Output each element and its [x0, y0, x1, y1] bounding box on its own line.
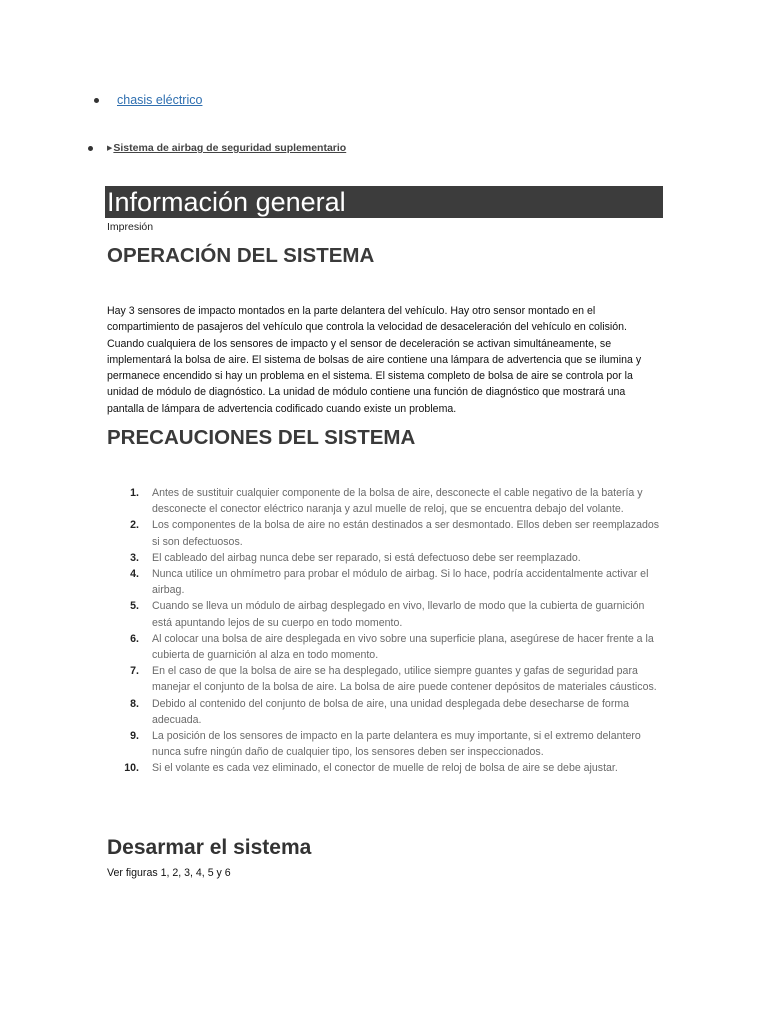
- breadcrumb-item-airbag-system: [88, 142, 346, 154]
- list-item-number: 3.: [130, 551, 139, 564]
- list-item-text: Cuando se lleva un módulo de airbag desplegado en vivo, llevarlo de modo que la cubierta de guarnición está apuntando lejos de su cuerpo en todo momento.: [152, 600, 645, 629]
- list-item: [107, 696, 667, 728]
- operation-heading: OPERACIÓN DEL SISTEMA: [107, 244, 375, 267]
- list-item-number: 7.: [130, 665, 139, 678]
- breadcrumb-item-electrical-chassis: [88, 93, 202, 107]
- precautions-heading: PRECAUCIONES DEL SISTEMA: [107, 426, 416, 449]
- operation-paragraph: Hay 3 sensores de impacto montados en la parte delantera del vehículo. Hay otro sensor montado en el compartimiento de pasajeros del vehículo que controla la velocidad de desaceleración del vehículo en colisión. Cuando cualquiera de los sensores de impacto y el sensor de deceleración se activan simultáneamente, se implementará la bolsa de aire. El sistema de bolsas de aire contiene una lámpara de advertencia que se ilumina y permanece encendido si hay un problema en el sistema. El sistema completo de bolsa de aire se controla por la unidad de módulo de diagnóstico. La unidad de módulo contiene una función de diagnóstico que mostrará una pantalla de lámpara de advertencia codificado cuando existe un problema.: [107, 305, 642, 415]
- list-item: [107, 550, 667, 566]
- list-item-text: El cableado del airbag nunca debe ser reparado, si está defectuoso debe ser reemplazado.: [152, 551, 581, 564]
- list-item-number: 4.: [130, 568, 139, 581]
- list-item-number: 5.: [130, 600, 139, 613]
- list-item-number: 8.: [130, 697, 139, 710]
- bullet-icon: [88, 146, 93, 151]
- list-item: [107, 760, 667, 776]
- list-item: [107, 598, 667, 630]
- disassemble-heading: Desarmar el sistema: [107, 836, 312, 859]
- list-item: [107, 663, 667, 695]
- precautions-list: [107, 485, 667, 777]
- triangle-right-icon: ▶: [107, 145, 113, 152]
- list-item-number: 1.: [130, 487, 139, 499]
- list-item: [107, 485, 667, 517]
- breadcrumb-link-electrical-chassis[interactable]: chasis eléctrico: [117, 93, 203, 107]
- list-item-text: Los componentes de la bolsa de aire no están destinados a ser desmontado. Ellos deben ser reemplazados si son defectuosos.: [152, 519, 660, 548]
- list-item-text: Al colocar una bolsa de aire desplegada en vivo sobre una superficie plana, asegúrese de hacer frente a la cubierta de guarnición al alza en todo momento.: [152, 632, 654, 662]
- list-item: [107, 631, 667, 663]
- see-figures-note: Ver figuras 1, 2, 3, 4, 5 y 6: [107, 867, 231, 879]
- list-item-number: 9.: [130, 730, 139, 743]
- list-item-text: Antes de sustituir cualquier componente de la bolsa de aire, desconecte el cable negativo de la batería y desconecte el conector eléctrico naranja y azul muelle de reloj, que se encuentra debajo del volante.: [152, 487, 643, 516]
- list-item-text: En el caso de que la bolsa de aire se ha desplegado, utilice siempre guantes y gafas de seguridad para manejar el conjunto de la bolsa de aire. La bolsa de aire puede contener depósitos de materiales cáusticos.: [152, 665, 657, 694]
- list-item: [107, 566, 667, 598]
- list-item-text: Si el volante es cada vez eliminado, el conector de muelle de reloj de bolsa de aire se debe ajustar.: [152, 762, 618, 775]
- list-item-text: Debido al contenido del conjunto de bolsa de aire, una unidad desplegada debe desecharse de forma adecuada.: [152, 697, 630, 726]
- bullet-icon: [94, 98, 99, 103]
- list-item-number: 10.: [124, 762, 139, 775]
- breadcrumb-link-airbag-system[interactable]: Sistema de airbag de seguridad suplementario: [113, 142, 347, 154]
- print-link[interactable]: Impresión: [107, 221, 154, 233]
- list-item-text: Nunca utilice un ohmímetro para probar el módulo de airbag. Si lo hace, podría accidentalmente activar el airbag.: [152, 568, 649, 597]
- list-item-number: 6.: [130, 632, 139, 645]
- list-item-number: 2.: [130, 519, 139, 532]
- list-item: [107, 517, 667, 549]
- section-title-banner: Información general: [105, 186, 663, 218]
- list-item-text: La posición de los sensores de impacto en la parte delantera es muy importante, si el extremo delantero nunca sufre ningún daño de cualquier tipo, los sensores deben ser inspeccionados.: [152, 730, 641, 759]
- list-item: [107, 728, 667, 760]
